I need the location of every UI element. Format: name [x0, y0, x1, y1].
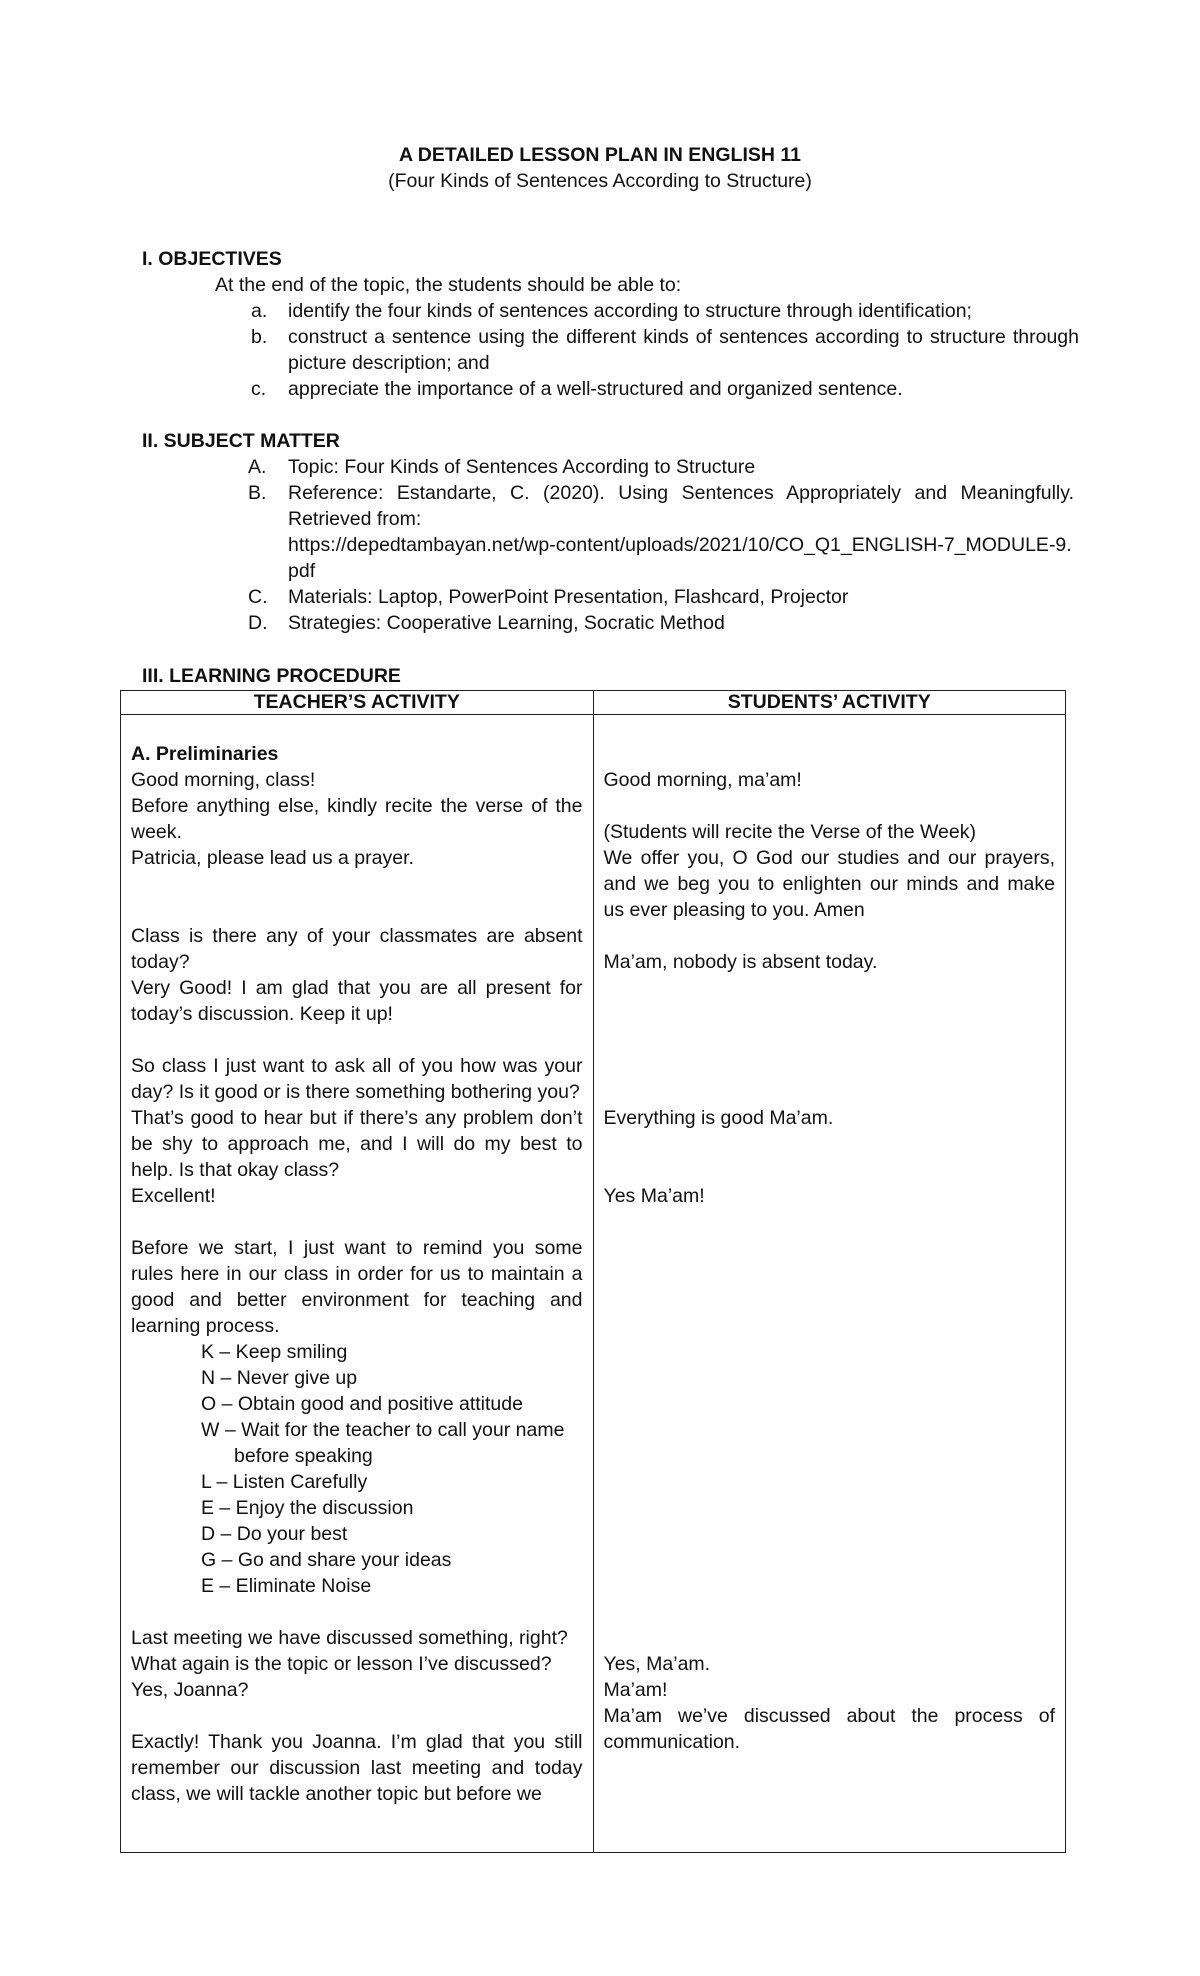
rule-item-continued: before speaking: [234, 1445, 373, 1467]
student-line: (Students will recite the Verse of the Week): [603, 821, 976, 843]
rule-item: K – Keep smiling: [201, 1341, 348, 1363]
teacher-line: What again is the topic or lesson I’ve discussed?: [131, 1653, 552, 1675]
student-line: Yes, Ma’am.: [603, 1653, 711, 1675]
teacher-line: Excellent!: [131, 1185, 216, 1207]
objective-item: c. appreciate the importance of a well-structured and organized sentence.: [251, 378, 903, 400]
document-header: [0, 142, 1200, 194]
subject-item: C. Materials: Laptop, PowerPoint Presentation, Flashcard, Projector: [248, 586, 849, 608]
teacher-line: Patricia, please lead us a prayer.: [131, 847, 414, 869]
teacher-line: That’s good to hear but if there’s any problem don’t be shy to approach me, and I will do my best to help. Is that okay class?: [131, 1107, 583, 1181]
teacher-line: Good morning, class!: [131, 769, 316, 791]
student-line: Ma’am, nobody is absent today.: [603, 951, 878, 973]
rule-item: L – Listen Carefully: [201, 1471, 368, 1493]
subject-item: D. Strategies: Cooperative Learning, Socratic Method: [248, 612, 725, 634]
rule-item: G – Go and share your ideas: [201, 1549, 452, 1571]
document-subtitle: (Four Kinds of Sentences According to Structure): [388, 170, 812, 192]
student-line: Everything is good Ma’am.: [603, 1107, 834, 1129]
teacher-line: Exactly! Thank you Joanna. I’m glad that you still remember our discussion last meeting and today class, we will tackle another topic but before we: [131, 1731, 583, 1805]
subject-item: A. Topic: Four Kinds of Sentences According to Structure: [248, 456, 756, 478]
preliminaries-heading: A. Preliminaries: [131, 743, 279, 765]
teacher-line: Yes, Joanna?: [131, 1679, 249, 1701]
teacher-line: Very Good! I am glad that you are all present for today’s discussion. Keep it up!: [131, 977, 583, 1025]
rule-item: N – Never give up: [201, 1367, 358, 1389]
objective-item: a. identify the four kinds of sentences according to structure through identification;: [251, 300, 972, 322]
student-line: Good morning, ma’am!: [603, 769, 802, 791]
procedure-section: [142, 663, 1082, 689]
student-line: We offer you, O God our studies and our prayers, and we beg you to enlighten our minds and make us ever pleasing to you. Amen: [603, 847, 1055, 921]
teacher-line: So class I just want to ask all of you how was your day? Is it good or is there something bothering you?: [131, 1055, 583, 1103]
objectives-heading: I. OBJECTIVES: [142, 248, 282, 270]
rule-item: W – Wait for the teacher to call your name: [201, 1419, 565, 1441]
teacher-line: Before we start, I just want to remind you some rules here in our class in order for us to maintain a good and better environment for teaching and learning process.: [131, 1237, 583, 1337]
subject-matter-heading: II. SUBJECT MATTER: [142, 430, 340, 452]
rule-item: D – Do your best: [201, 1523, 348, 1545]
student-line: Ma’am we’ve discussed about the process of communication.: [603, 1705, 1055, 1753]
procedure-table: [120, 690, 1066, 1853]
subject-matter-section: [142, 428, 1082, 636]
objectives-section: [142, 246, 1082, 402]
students-activity-header: STUDENTS’ ACTIVITY: [593, 691, 1066, 715]
student-line: Ma’am!: [603, 1679, 668, 1701]
student-line: Yes Ma’am!: [603, 1185, 705, 1207]
procedure-heading: III. LEARNING PROCEDURE: [142, 665, 401, 687]
students-activity-cell: [593, 715, 1066, 1853]
subject-item: B. Reference: Estandarte, C. (2020). Using Sentences Appropriately and Meaningfully. Retrieved from: https://depedtambayan.net/wp-content/uploads/2021/10/CO_Q1_ENGLISH-7_MODULE-9.pdf: [248, 482, 1074, 582]
teacher-line: Before anything else, kindly recite the verse of the week.: [131, 795, 583, 843]
objectives-list: [215, 298, 1079, 402]
objective-item: b. construct a sentence using the different kinds of sentences according to structure through picture description; and: [251, 326, 1079, 374]
rule-item: E – Enjoy the discussion: [201, 1497, 414, 1519]
rule-item: E – Eliminate Noise: [201, 1575, 372, 1597]
document-title: A DETAILED LESSON PLAN IN ENGLISH 11: [399, 144, 801, 166]
reference-url[interactable]: https://depedtambayan.net/wp-content/uploads/2021/10/CO_Q1_ENGLISH-7_MODULE-9.pdf: [288, 534, 1072, 582]
teacher-line: Last meeting we have discussed something, right?: [131, 1627, 568, 1649]
teacher-activity-cell: [121, 715, 594, 1853]
subject-matter-list: [248, 454, 1074, 636]
teacher-line: Class is there any of your classmates are absent today?: [131, 925, 583, 973]
teacher-activity-header: TEACHER’S ACTIVITY: [121, 691, 594, 715]
rule-item: O – Obtain good and positive attitude: [201, 1393, 523, 1415]
objectives-intro: At the end of the topic, the students should be able to:: [215, 274, 682, 296]
class-rules-list: [131, 1339, 583, 1599]
